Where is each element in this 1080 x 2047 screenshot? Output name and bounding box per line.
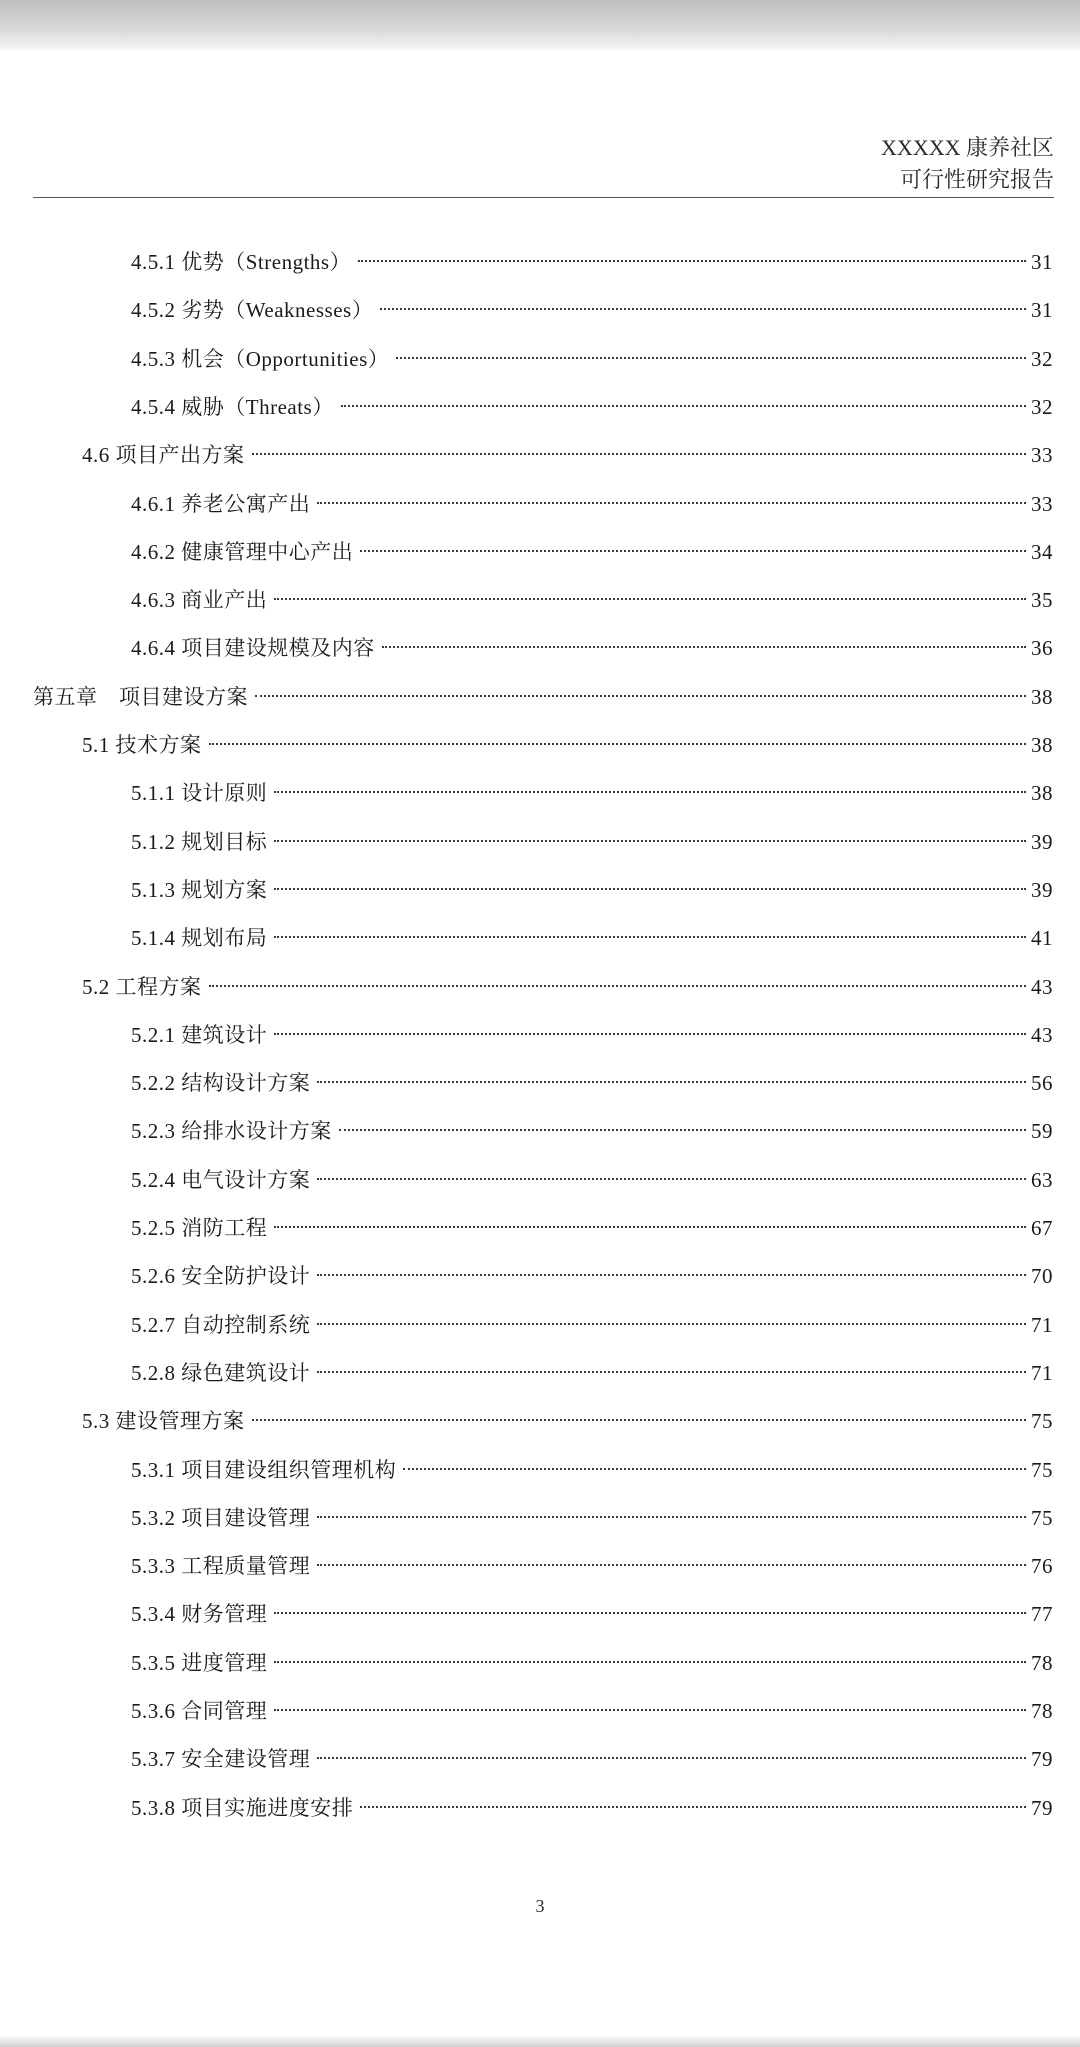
toc-entry-page: 75 xyxy=(1031,1409,1053,1434)
toc-entry-page: 70 xyxy=(1031,1264,1053,1289)
toc-entry[interactable] xyxy=(131,874,1053,906)
toc-entry-page: 38 xyxy=(1031,781,1053,806)
toc-dot-leader xyxy=(274,1033,1026,1035)
toc-dot-leader xyxy=(209,985,1027,987)
toc-entry-page: 41 xyxy=(1031,926,1053,951)
toc-entry[interactable] xyxy=(131,1792,1053,1824)
toc-entry[interactable] xyxy=(131,826,1053,858)
toc-entry-page: 35 xyxy=(1031,588,1053,613)
toc-entry-title: 5.3.5 进度管理 xyxy=(131,1650,268,1675)
toc-entry-title: 5.1.1 设计原则 xyxy=(131,781,268,806)
toc-entry-page: 43 xyxy=(1031,1022,1053,1047)
toc-entry[interactable] xyxy=(131,246,1053,278)
toc-entry-title: 5.1.3 规划方案 xyxy=(131,877,268,902)
toc-entry-page: 31 xyxy=(1031,250,1053,274)
toc-dot-leader xyxy=(317,1178,1026,1180)
toc-entry-page: 59 xyxy=(1031,1119,1053,1144)
viewer-top-bar xyxy=(0,0,1080,52)
toc-dot-leader xyxy=(274,936,1026,938)
toc-entry[interactable] xyxy=(131,1357,1053,1389)
toc-entry[interactable] xyxy=(131,1454,1053,1486)
toc-entry[interactable] xyxy=(82,971,1053,1003)
toc-entry-title: 5.2 工程方案 xyxy=(82,974,202,999)
toc-dot-leader xyxy=(380,308,1026,310)
toc-entry[interactable] xyxy=(131,1212,1053,1244)
toc-dot-leader xyxy=(339,1129,1026,1131)
toc-entry-page: 67 xyxy=(1031,1216,1053,1240)
toc-dot-leader xyxy=(209,743,1027,745)
toc-entry-page: 56 xyxy=(1031,1071,1053,1096)
toc-entry-title: 4.5.1 优势（Strengths） xyxy=(131,250,352,274)
toc-entry-title: 5.3.7 安全建设管理 xyxy=(131,1747,311,1772)
toc-entry[interactable] xyxy=(131,584,1053,616)
toc-entry-page: 36 xyxy=(1031,636,1053,661)
toc-dot-leader xyxy=(274,1709,1026,1711)
toc-entry-title: 第五章 项目建设方案 xyxy=(33,684,248,709)
toc-entry-title: 5.2.4 电气设计方案 xyxy=(131,1167,311,1192)
toc-entry[interactable] xyxy=(131,391,1053,423)
toc-entry-title: 5.3.3 工程质量管理 xyxy=(131,1554,311,1579)
toc-entry-page: 38 xyxy=(1031,684,1053,709)
toc-dot-leader xyxy=(317,1081,1026,1083)
toc-dot-leader xyxy=(274,1661,1026,1663)
toc-entry-page: 33 xyxy=(1031,491,1053,516)
toc-dot-leader xyxy=(360,1806,1026,1808)
toc-dot-leader xyxy=(403,1468,1026,1470)
toc-dot-leader xyxy=(274,598,1026,600)
toc-dot-leader xyxy=(274,1226,1026,1228)
toc-entry-page: 43 xyxy=(1031,974,1053,999)
toc-entry-title: 5.1 技术方案 xyxy=(82,733,202,757)
toc-entry[interactable] xyxy=(131,1260,1053,1292)
toc-entry[interactable] xyxy=(131,1647,1053,1679)
toc-dot-leader xyxy=(341,405,1026,407)
toc-entry-title: 4.6.1 养老公寓产出 xyxy=(131,491,311,516)
toc-entry-title: 4.5.2 劣势（Weaknesses） xyxy=(131,298,374,323)
toc-dot-leader xyxy=(317,502,1026,504)
toc-entry[interactable] xyxy=(82,729,1053,761)
toc-entry-title: 5.2.8 绿色建筑设计 xyxy=(131,1360,311,1385)
toc-entry[interactable] xyxy=(131,1550,1053,1582)
toc-entry[interactable] xyxy=(131,1598,1053,1630)
toc-entry-title: 5.2.7 自动控制系统 xyxy=(131,1312,311,1337)
toc-entry-title: 4.5.4 威胁（Threats） xyxy=(131,394,334,419)
toc-entry-page: 63 xyxy=(1031,1167,1053,1192)
toc-entry[interactable] xyxy=(131,1019,1053,1051)
toc-entry[interactable] xyxy=(33,681,1053,713)
toc-dot-leader xyxy=(317,1516,1026,1518)
toc-entry-page: 32 xyxy=(1031,346,1053,371)
toc-entry-page: 77 xyxy=(1031,1602,1053,1627)
toc-entry-title: 5.2.2 结构设计方案 xyxy=(131,1071,311,1096)
toc-entry-page: 75 xyxy=(1031,1505,1053,1530)
toc-entry-page: 32 xyxy=(1031,394,1053,419)
toc-dot-leader xyxy=(317,1371,1026,1373)
toc-entry-title: 4.6 项目产出方案 xyxy=(82,443,245,468)
toc-entry-title: 5.3.1 项目建设组织管理机构 xyxy=(131,1457,397,1482)
toc-dot-leader xyxy=(317,1323,1026,1325)
toc-entry-page: 39 xyxy=(1031,877,1053,902)
toc-entry-page: 31 xyxy=(1031,298,1053,323)
toc-entry-title: 5.3 建设管理方案 xyxy=(82,1409,245,1434)
toc-entry[interactable] xyxy=(131,1743,1053,1775)
toc-entry-page: 38 xyxy=(1031,733,1053,757)
toc-dot-leader xyxy=(252,1419,1027,1421)
toc-entry[interactable] xyxy=(131,1067,1053,1099)
toc-dot-leader xyxy=(274,888,1026,890)
header-subtitle: 可行性研究报告 xyxy=(899,167,1054,192)
toc-dot-leader xyxy=(317,1757,1026,1759)
toc-entry-title: 5.2.3 给排水设计方案 xyxy=(131,1119,332,1144)
toc-entry[interactable] xyxy=(131,1115,1053,1147)
toc-entry-page: 79 xyxy=(1031,1795,1053,1820)
running-header xyxy=(881,132,1054,196)
toc-dot-leader xyxy=(382,646,1026,648)
toc-entry-page: 78 xyxy=(1031,1699,1053,1723)
toc-dot-leader xyxy=(274,791,1026,793)
toc-entry-page: 34 xyxy=(1031,539,1053,564)
toc-entry-page: 78 xyxy=(1031,1650,1053,1675)
toc-dot-leader xyxy=(396,357,1026,359)
toc-entry-title: 5.2.6 安全防护设计 xyxy=(131,1264,311,1289)
toc-entry[interactable] xyxy=(131,1502,1053,1534)
toc-entry-title: 5.3.8 项目实施进度安排 xyxy=(131,1795,354,1820)
toc-entry[interactable] xyxy=(131,1164,1053,1196)
toc-entry[interactable] xyxy=(131,294,1053,326)
viewer-bottom-bar xyxy=(0,2035,1080,2047)
toc-entry-title: 5.3.6 合同管理 xyxy=(131,1699,268,1723)
toc-entry[interactable] xyxy=(131,777,1053,809)
header-divider xyxy=(33,197,1054,198)
toc-entry-title: 4.5.3 机会（Opportunities） xyxy=(131,346,390,371)
toc-entry-page: 76 xyxy=(1031,1554,1053,1579)
toc-entry-title: 4.6.2 健康管理中心产出 xyxy=(131,539,354,564)
toc-entry-title: 5.2.5 消防工程 xyxy=(131,1216,268,1240)
toc-entry[interactable] xyxy=(131,1309,1053,1341)
toc-entry[interactable] xyxy=(131,536,1053,568)
toc-entry[interactable] xyxy=(131,488,1053,520)
toc-dot-leader xyxy=(255,695,1026,697)
toc-entry-page: 79 xyxy=(1031,1747,1053,1772)
toc-entry-title: 4.6.3 商业产出 xyxy=(131,588,268,613)
toc-entry[interactable] xyxy=(82,439,1053,471)
toc-dot-leader xyxy=(317,1564,1026,1566)
toc-entry-title: 4.6.4 项目建设规模及内容 xyxy=(131,636,375,661)
toc-dot-leader xyxy=(252,453,1027,455)
toc-dot-leader xyxy=(360,550,1026,552)
toc-entry[interactable] xyxy=(131,343,1053,375)
toc-entry[interactable] xyxy=(82,1405,1053,1437)
toc-dot-leader xyxy=(358,260,1026,262)
toc-entry-title: 5.3.4 财务管理 xyxy=(131,1602,268,1627)
toc-entry[interactable] xyxy=(131,922,1053,954)
page-number: 3 xyxy=(535,1896,545,1916)
toc-entry-title: 5.3.2 项目建设管理 xyxy=(131,1505,311,1530)
toc-entry[interactable] xyxy=(131,632,1053,664)
toc-entry-page: 33 xyxy=(1031,443,1053,468)
toc-dot-leader xyxy=(317,1274,1026,1276)
toc-entry[interactable] xyxy=(131,1695,1053,1727)
toc-entry-page: 39 xyxy=(1031,829,1053,854)
toc-entry-page: 71 xyxy=(1031,1360,1053,1385)
toc-entry-page: 75 xyxy=(1031,1457,1053,1482)
toc-entry-title: 5.1.2 规划目标 xyxy=(131,829,268,854)
toc-entry-page: 71 xyxy=(1031,1312,1053,1337)
toc-entry-title: 5.2.1 建筑设计 xyxy=(131,1022,268,1047)
toc-dot-leader xyxy=(274,1612,1026,1614)
toc-entry-title: 5.1.4 规划布局 xyxy=(131,926,268,951)
toc-dot-leader xyxy=(274,840,1026,842)
header-title: XXXXX 康养社区 xyxy=(881,135,1054,160)
